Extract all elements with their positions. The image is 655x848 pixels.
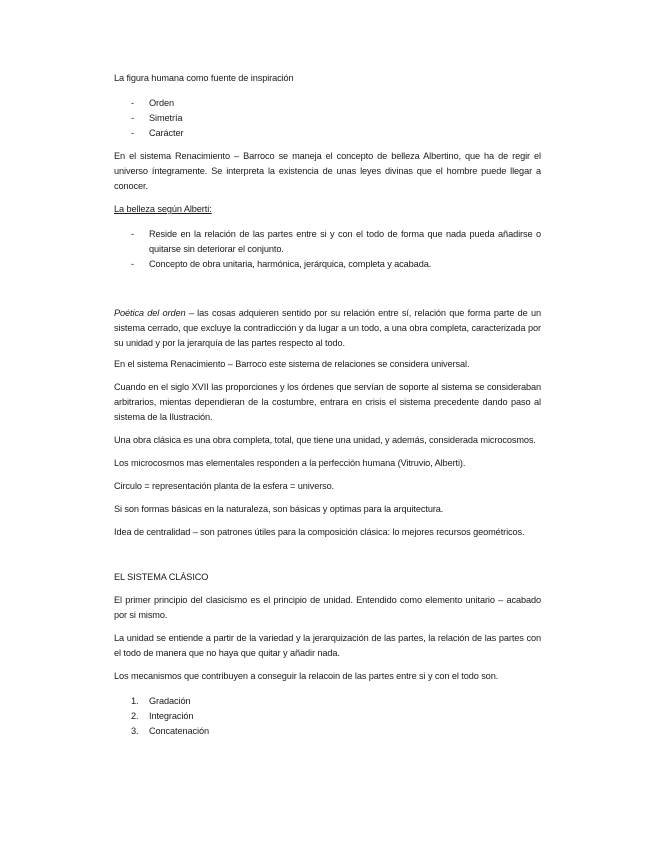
list-item (114, 724, 541, 739)
alberti-list (114, 227, 541, 272)
list-item-label: Carácter (149, 128, 184, 138)
paragraph: Los mecanismos que contribuyen a conseguir la relacoin de las partes entre si y con el todo son. (114, 671, 499, 681)
list-item (114, 694, 541, 709)
intro-heading: La figura humana como fuente de inspiración (114, 73, 294, 83)
poetica-text: – las cosas adquieren sentido por su relación entre sí, relación que forma parte de un sistema cerrado, que excluye la contradicción y da lugar a un todo, a una obra completa, caracterizada por su unidad y por la jerarquía de las partes respecto al todo. (114, 308, 542, 348)
list-item-label: Reside en la relación de las partes entre si y con el todo de forma que nada pueda añadirse o quitarse sin deteriorar el conjunto. (149, 229, 541, 254)
poetica-term: Poética del orden (114, 308, 186, 318)
list-item (114, 126, 541, 141)
list-number: 2. (131, 711, 139, 721)
mechanisms-list (114, 694, 541, 739)
list-item-label: Orden (149, 98, 175, 108)
list-item-label: Simetría (149, 113, 183, 123)
list-item-label: Concepto de obra unitaria, harmónica, jerárquica, completa y acabada. (149, 259, 432, 269)
paragraph: Cuando en el siglo XVII las proporciones y los órdenes que servían de soporte al sistema se consideraban arbitrarios, mientas dependieran de la costumbre, entrara en crisis el sistema precedente dando paso al sistema de la Ilustración. (114, 382, 541, 422)
list-item (114, 257, 541, 272)
paragraph: Circulo = representación planta de la esfera = universo. (114, 481, 335, 491)
list-number: 3. (131, 726, 139, 736)
paragraph: Los microcosmos mas elementales responden a la perfección humana (Vitruvio, Alberti). (114, 458, 466, 468)
list-item-label: Gradación (149, 696, 191, 706)
paragraph: Si son formas básicas en la naturaleza, son básicas y optimas para la arquitectura. (114, 504, 444, 514)
list-item (114, 709, 541, 724)
paragraph: Una obra clásica es una obra completa, total, que tiene una unidad, y además, considerada microcosmos. (114, 435, 536, 445)
list-item (114, 96, 541, 111)
bullet-dash: - (131, 229, 134, 239)
alberti-heading: La belleza según Alberti: (114, 204, 212, 214)
paragraph-poetica (114, 306, 541, 351)
list-item (114, 227, 541, 257)
bullet-dash: - (131, 113, 134, 123)
section-heading: EL SISTEMA CLÁSICO (114, 572, 209, 582)
paragraph: En el sistema Renacimiento – Barroco este sistema de relaciones se considera universal. (114, 359, 470, 369)
document-body (114, 71, 541, 739)
list-number: 1. (131, 696, 139, 706)
list-item-label: Integración (149, 711, 194, 721)
paragraph: Idea de centralidad – son patrones útiles para la composición clásica: lo mejores recursos geométricos. (114, 527, 525, 537)
paragraph: El primer principio del clasicismo es el principio de unidad. Entendido como elemento unitario – acabado por si mismo. (114, 595, 541, 620)
bullet-dash: - (131, 128, 134, 138)
intro-list (114, 96, 541, 141)
bullet-dash: - (131, 259, 134, 269)
paragraph: La unidad se entiende a partir de la variedad y la jerarquización de las partes, la relación de las partes con el todo de manera que no haya que quitar y añadir nada. (114, 633, 541, 658)
list-item (114, 111, 541, 126)
list-item-label: Concatenación (149, 726, 209, 736)
bullet-dash: - (131, 98, 134, 108)
paragraph-renacimiento: En el sistema Renacimiento – Barroco se maneja el concepto de belleza Albertino, que ha de regir el universo íntegramente. Se interpreta la existencia de unas leyes divinas que el hombre puede llegar a conocer. (114, 151, 541, 191)
